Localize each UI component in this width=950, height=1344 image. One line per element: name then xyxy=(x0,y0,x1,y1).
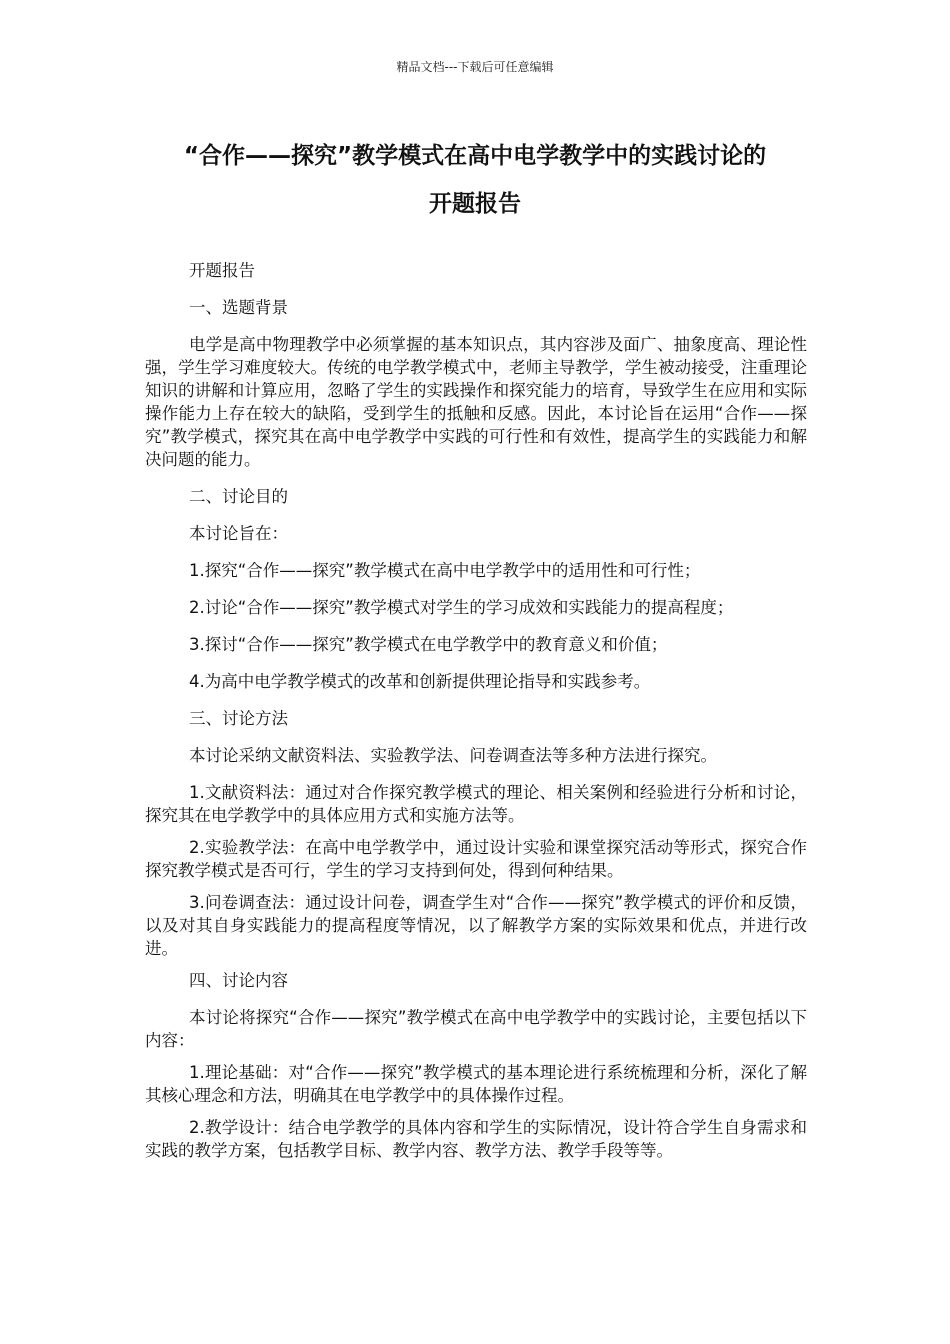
list-item: 2.实验教学法：在高中电学教学中，通过设计实验和课堂探究活动等形式，探究合作探究教学模式是否可行，学生的学习支持到何处，得到何种结果。 xyxy=(145,838,807,880)
list-item: 1.理论基础：对“合作——探究”教学模式的基本理论进行系统梳理和分析，深化了解其核心理念和方法，明确其在电学教学中的具体操作过程。 xyxy=(145,1063,807,1105)
paragraph: 电学是高中物理教学中必须掌握的基本知识点，其内容涉及面广、抽象度高、理论性强，学生学习难度较大。传统的电学教学模式中，老师主导教学，学生被动接受，注重理论知识的讲解和计算应用，忽略了学生的实践操作和探究能力的培育，导致学生在应用和实际操作能力上存在较大的缺陷，受到学生的抵触和反感。因此，本讨论旨在运用“合作——探究”教学模式，探究其在高中电学教学中实践的可行性和有效性，提高学生的实践能力和解决问题的能力。 xyxy=(145,335,807,469)
list-item: 2.讨论“合作——探究”教学模式对学生的学习成效和实践能力的提高程度； xyxy=(189,598,734,617)
list-item: 1.探究“合作——探究”教学模式在高中电学教学中的适用性和可行性； xyxy=(189,561,701,580)
list-item: 3.问卷调查法：通过设计问卷，调查学生对“合作——探究”教学模式的评价和反馈，以及对其自身实践能力的提高程度等情况，以了解教学方案的实际效果和优点，并进行改进。 xyxy=(145,893,807,958)
section-heading: 二、讨论目的 xyxy=(189,487,288,506)
document-title xyxy=(130,132,820,228)
paragraph: 本讨论采纳文献资料法、实验教学法、问卷调查法等多种方法进行探究。 xyxy=(189,746,717,765)
section-heading: 三、讨论方法 xyxy=(189,709,288,728)
document-body xyxy=(145,259,807,1171)
section-heading: 四、讨论内容 xyxy=(189,971,288,990)
paragraph: 本讨论将探究“合作——探究”教学模式在高中电学教学中的实践讨论，主要包括以下内容： xyxy=(145,1008,807,1050)
list-item: 4.为高中电学教学模式的改革和创新提供理论指导和实践参考。 xyxy=(189,672,651,691)
paragraph: 本讨论旨在： xyxy=(189,524,288,543)
section-label: 开题报告 xyxy=(189,261,255,280)
list-item: 2.教学设计：结合电学教学的具体内容和学生的实际情况，设计符合学生自身需求和实践的教学方案，包括教学目标、教学内容、教学方法、教学手段等等。 xyxy=(145,1118,807,1160)
list-item: 3.探讨“合作——探究”教学模式在电学教学中的教育意义和价值； xyxy=(189,635,668,654)
page-header: 精品文档---下载后可任意编辑 xyxy=(396,60,554,74)
list-item: 1.文献资料法：通过对合作探究教学模式的理论、相关案例和经验进行分析和讨论，探究其在电学教学中的具体应用方式和实施方法等。 xyxy=(145,783,807,825)
title-line-2: 开题报告 xyxy=(429,191,521,217)
title-line-1: “合作——探究”教学模式在高中电学教学中的实践讨论的 xyxy=(183,143,767,169)
section-heading: 一、选题背景 xyxy=(189,298,288,317)
